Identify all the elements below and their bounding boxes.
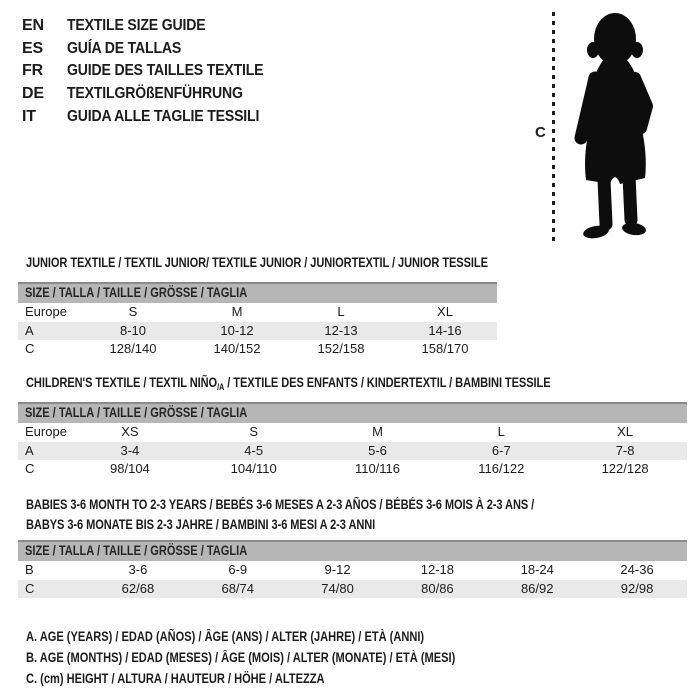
height-cell: 74/80 — [321, 580, 354, 596]
height-measure-label: C — [535, 124, 546, 141]
size-cell: M — [231, 304, 243, 319]
size-cell: XS — [121, 424, 139, 439]
age-cell: 12-18 — [420, 562, 455, 577]
note-age-years — [26, 626, 549, 647]
note-height-cm — [26, 668, 549, 689]
table-row-age-years — [18, 442, 687, 461]
size-cell: S — [249, 424, 259, 439]
lang-row-en — [22, 15, 290, 38]
age-cell: 8-10 — [119, 322, 147, 338]
lang-title: GUIDA ALLE TAGLIE TESSILI — [67, 107, 260, 125]
row-label: A — [25, 442, 34, 458]
legend-notes — [26, 626, 549, 689]
lang-title: GUÍA DE TALLAS — [67, 39, 182, 57]
lang-row-it — [22, 106, 290, 129]
height-cell: 86/92 — [520, 580, 554, 596]
section-heading-junior — [26, 253, 589, 273]
babies-size-table — [18, 540, 687, 598]
age-cell: 6-9 — [228, 562, 248, 577]
age-cell: 24-36 — [620, 562, 654, 577]
childrens-size-table — [18, 402, 687, 479]
heading-text: BABIES 3-6 MONTH TO 2-3 YEARS / BEBÉS 3-6 MESES A 2-3 AÑOS / BÉBÉS 3-6 MOIS À 2-3 ANS / — [26, 497, 535, 512]
heading-text: JUNIOR TEXTILE / TEXTIL JUNIOR/ TEXTILE JUNIOR / JUNIORTEXTIL / JUNIOR TESSILE — [26, 255, 488, 270]
age-cell: 18-24 — [520, 562, 554, 577]
size-cell: XL — [437, 304, 453, 319]
heading-text: / TEXTILE DES ENFANTS / KINDERTEXTIL / BAMBINI TESSILE — [224, 375, 551, 390]
table-row-height-cm — [18, 460, 687, 479]
section-heading-babies — [26, 495, 646, 535]
table-row-age-years — [18, 322, 497, 341]
age-cell: 12-13 — [324, 322, 358, 338]
lang-code: DE — [22, 85, 44, 103]
age-cell: 7-8 — [615, 442, 635, 458]
age-cell: 3-6 — [128, 562, 148, 577]
note-text: A. AGE (YEARS) / EDAD (AÑOS) / ÂGE (ANS) / ALTER (JAHRE) / ETÀ (ANNI) — [26, 629, 425, 644]
height-cell: 110/116 — [354, 461, 401, 476]
age-cell: 14-16 — [428, 322, 462, 338]
lang-row-fr — [22, 60, 290, 83]
size-cell: XL — [617, 424, 634, 439]
heading-text: CHILDREN'S TEXTILE / TEXTIL NIÑO — [26, 375, 218, 390]
toddler-silhouette-image — [565, 8, 665, 246]
language-title-list — [22, 15, 290, 129]
row-label: C — [25, 461, 35, 476]
height-cell: 68/74 — [221, 580, 255, 596]
row-label: B — [25, 562, 34, 577]
height-cell: 152/158 — [317, 341, 365, 356]
size-cell: L — [337, 304, 345, 319]
note-text: C. (cm) HEIGHT / ALTURA / HAUTEUR / HÖHE / ALTEZZA — [26, 671, 325, 686]
age-cell: 10-12 — [220, 322, 254, 338]
heading-line — [26, 253, 488, 273]
section-heading-childrens — [26, 373, 666, 397]
age-cell: 3-4 — [120, 442, 140, 458]
size-table-header-bar — [18, 402, 687, 423]
heading-text: BABYS 3-6 MONATE BIS 2-3 JAHRE / BAMBINI 3-6 MESI A 2-3 ANNI — [26, 517, 376, 532]
table-row-europe — [18, 423, 687, 442]
note-text: B. AGE (MONTHS) / EDAD (MESES) / ÂGE (MOIS) / ALTER (MONATE) / ETÀ (MESI) — [26, 650, 456, 665]
lang-code: IT — [22, 107, 36, 125]
lang-code: FR — [22, 62, 43, 80]
height-cell: 140/152 — [213, 341, 261, 356]
row-label: C — [25, 580, 35, 596]
lang-title: TEXTILGRÖßENFÜHRUNG — [67, 85, 243, 103]
age-cell: 6-7 — [491, 442, 511, 458]
table-row-height-cm — [18, 340, 497, 359]
size-header-label: SIZE / TALLA / TAILLE / GRÖSSE / TAGLIA — [25, 405, 248, 420]
age-cell: 4-5 — [244, 442, 264, 458]
lang-code: EN — [22, 17, 44, 34]
table-row-europe — [18, 303, 497, 322]
lang-title: TEXTILE SIZE GUIDE — [67, 17, 206, 34]
size-header-label: SIZE / TALLA / TAILLE / GRÖSSE / TAGLIA — [25, 543, 248, 558]
size-cell: M — [372, 424, 383, 439]
age-cell: 5-6 — [368, 442, 387, 458]
size-table-header-bar — [18, 282, 497, 303]
row-label: A — [25, 322, 34, 338]
row-label: Europe — [25, 424, 67, 439]
table-row-height-cm — [18, 580, 687, 599]
lang-title: GUIDE DES TAILLES TEXTILE — [67, 62, 264, 80]
age-cell: 9-12 — [324, 562, 351, 577]
lang-code: ES — [22, 39, 43, 57]
heading-subscript: /A — [217, 382, 225, 392]
height-cell: 104/110 — [230, 461, 277, 476]
size-cell: S — [128, 304, 138, 319]
table-row-age-months — [18, 561, 687, 580]
height-cell: 80/86 — [421, 580, 454, 596]
lang-row-es — [22, 38, 290, 61]
heading-line — [26, 373, 551, 397]
height-cell: 122/128 — [601, 461, 649, 476]
size-table-header-bar — [18, 540, 687, 561]
height-cell: 128/140 — [109, 341, 157, 356]
row-label: C — [25, 341, 35, 356]
height-cell: 92/98 — [620, 580, 654, 596]
size-cell: L — [497, 424, 505, 439]
junior-size-table — [18, 282, 497, 359]
height-cell: 158/170 — [421, 341, 469, 356]
row-label: Europe — [25, 304, 67, 319]
height-measure-dashed-line — [552, 12, 555, 241]
note-age-months — [26, 647, 549, 668]
height-cell: 62/68 — [121, 580, 155, 596]
heading-line — [26, 515, 375, 535]
height-cell: 116/122 — [478, 461, 525, 476]
lang-row-de — [22, 83, 290, 106]
height-cell: 98/104 — [110, 461, 150, 476]
heading-line — [26, 495, 534, 515]
size-header-label: SIZE / TALLA / TAILLE / GRÖSSE / TAGLIA — [25, 285, 248, 300]
